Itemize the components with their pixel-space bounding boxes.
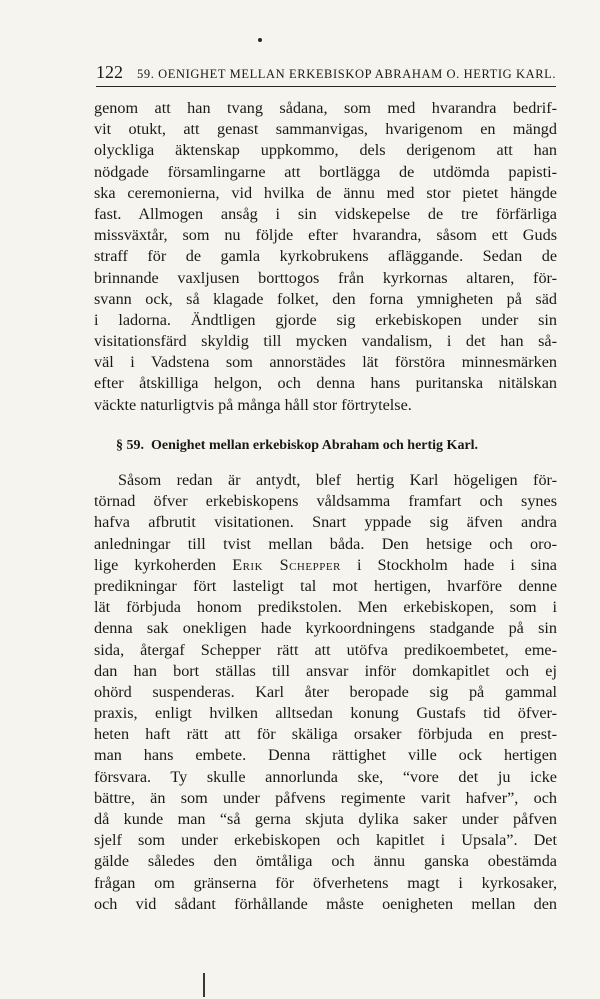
text-line: hafva afbrutit visitationen. Snart yppade sig äfven andra: [94, 513, 557, 532]
text-line: Såsom redan är antydt, blef hertig Karl högeligen för-: [118, 471, 557, 489]
text-line: straff för de gamla kyrkobrukens afläggande. Sedan de: [94, 247, 557, 266]
text-line: fast. Allmogen ansåg i sin vidskepelse de tre förfärliga: [94, 204, 557, 223]
text-line: i ladorna. Ändtligen gjorde sig erkebiskopen under sin: [94, 310, 557, 329]
text-line: lät förbjuda honom predikstolen. Men erkebiskopen, som i: [94, 598, 557, 617]
running-header: [96, 62, 556, 87]
text-line: ska ceremonierna, vid hvilka de ännu med stor pietet hängde: [94, 183, 557, 202]
text-line: lige kyrkoherden Erik Schepper i Stockholm hade i sina: [94, 555, 557, 574]
margin-mark: [203, 973, 205, 997]
printer-dot: [258, 38, 262, 42]
page-number: 122: [96, 62, 123, 82]
text-line: genom att han tvang sådana, som med hvarandra bedrif-: [94, 99, 557, 117]
text-line: praxis, enligt hvilken alltsedan konung Gustafs tid öfver-: [94, 704, 557, 723]
text-line: olyckliga äktenskap uppkommo, dels derigenom att han: [94, 141, 557, 160]
text-line: väl i Vadstena som annorstädes lät förstöra minnesmärken: [94, 353, 557, 372]
text-line: efter åtskilliga helgon, och denna hans puritanska nitälskan: [94, 374, 557, 393]
running-title: 59. OENIGHET MELLAN ERKEBISKOP ABRAHAM O. HERTIG KARL.: [137, 67, 557, 81]
text-line: dan han bort ställas till ansvar inför domkapitlet och ej: [94, 661, 557, 680]
section-title: Oenighet mellan erkebiskop Abraham och hertig Karl.: [151, 438, 479, 453]
text-line: anledningar till tvist mellan båda. Den hetsige och oro-: [94, 534, 557, 553]
text-line: och vid sådant förhållande måste oenigheten mellan den: [94, 894, 557, 913]
text-line: försvara. Ty skulle annorlunda ske, “vore det ju icke: [94, 767, 557, 786]
text-line: predikningar fört lasteligt tal mot hertigen, hvarföre denne: [94, 576, 557, 595]
section-heading: [116, 438, 556, 454]
text-line: då kunde man “så gerna skjuta dylika saker under påfven: [94, 810, 557, 828]
text-line: gälde således den ömtåliga och ännu ganska obestämda: [94, 852, 557, 871]
text-line: bättre, än som under påfvens regimente varit hafver”, och: [94, 788, 557, 807]
text-line: missväxtår, som nu följde efter hvarandra, såsom ett Guds: [94, 226, 557, 245]
text-line: man hans embete. Denna rättighet ville ock hertigen: [94, 746, 557, 765]
text-line: sjelf som under erkebiskopen och kapitlet i Upsala”. Det: [94, 831, 557, 850]
section-symbol: § 59.: [116, 438, 144, 453]
text-line: sida, återgaf Schepper rätt att utöfva predikoembetet, eme-: [94, 640, 557, 659]
text-line: brinnande vaxljusen borttogos från kyrkornas altaren, för-: [94, 268, 557, 287]
text-line: heten haft rätt att för skäliga orsaker förbjuda en prest-: [94, 725, 557, 744]
text-line: svann ock, så klagade folket, den forna ymnigheten på säd: [94, 289, 557, 308]
text-line: väckte naturligtvis på många håll stor förtrytelse.: [94, 395, 412, 414]
text-line: denna sak onekligen hade kyrkoordningens stadgande på sin: [94, 619, 557, 638]
paragraph-2: [94, 470, 557, 915]
text-line: nödgade församlingarne att bortlägga de utdömda papisti-: [94, 162, 557, 181]
text-line: ohörd suspenderas. Karl åter beropade sig på gammal: [94, 682, 557, 701]
paragraph-1: [94, 98, 557, 416]
text-line: törnad öfver erkebiskopens våldsamma framfart och synes: [94, 492, 557, 511]
text-line: visitationsfärd skyldig till mycken vandalism, i det han så-: [94, 332, 557, 351]
text-line: frågan om gränserna för öfverhetens magt i kyrkosaker,: [94, 873, 557, 892]
text-line: vit otukt, att genast sammanvigas, hvarigenom en mängd: [94, 120, 557, 139]
